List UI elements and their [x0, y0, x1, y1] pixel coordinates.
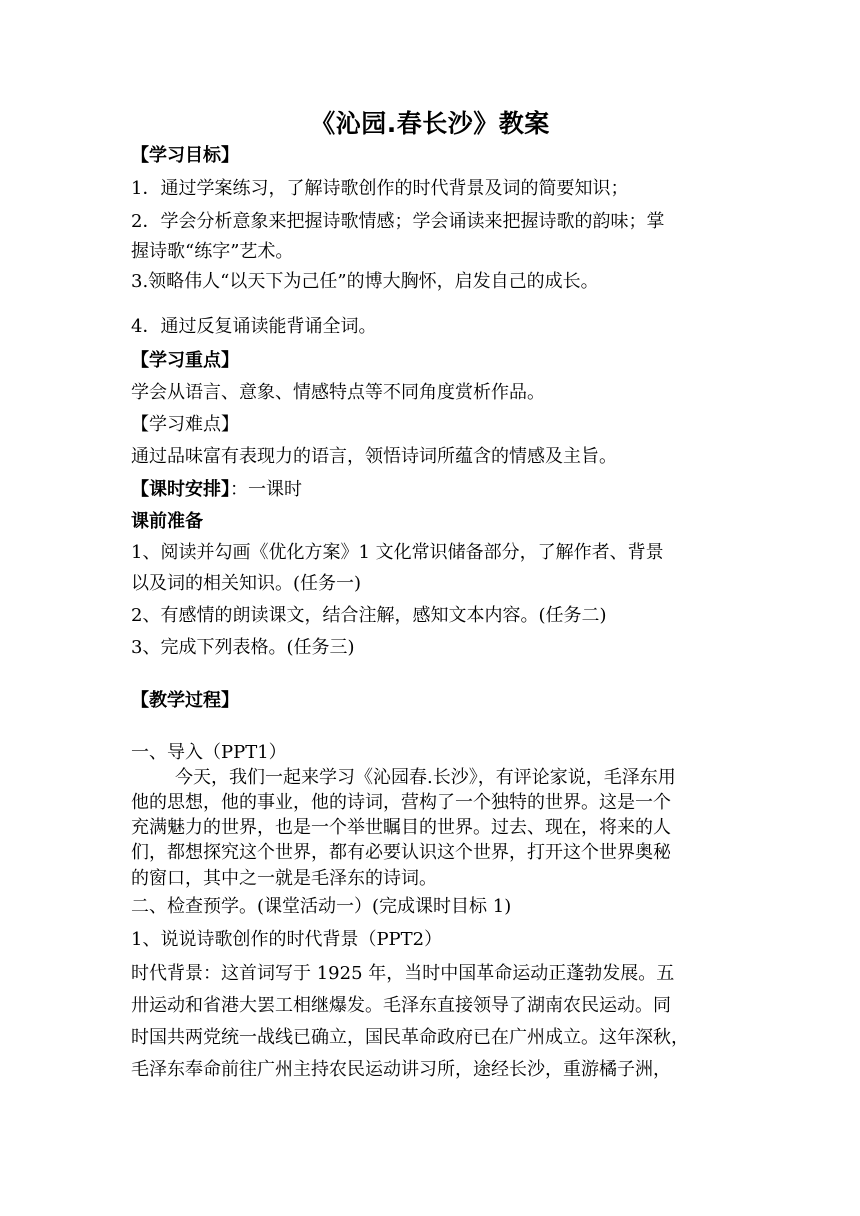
preparation-heading: 课前准备 [131, 511, 203, 532]
intro-paragraph-line: 他的思想，他的事业，他的诗词，营构了一个独特的世界。这是一个 [131, 792, 671, 813]
intro-paragraph-line: 充满魅力的世界，也是一个举世瞩目的世界。过去、现在，将来的人 [131, 817, 671, 838]
preparation-item: 1、阅读并勾画《优化方案》1 文化常识储备部分，了解作者、背景 [131, 542, 664, 563]
document-title: 《沁园.春长沙》教案 [310, 109, 550, 138]
objectives-heading: 【学习目标】 [131, 145, 239, 166]
key-points-heading: 【学习重点】 [131, 350, 239, 371]
schedule-value: ：一课时 [230, 479, 302, 500]
background-line: 时代背景：这首词写于 1925 年，当时中国革命运动正蓬勃发展。五 [131, 963, 675, 984]
process-heading: 【教学过程】 [131, 690, 239, 711]
schedule-heading: 【课时安排】 [131, 479, 230, 500]
background-line: 毛泽东奉命前往广州主持农民运动讲习所，途经长沙，重游橘子洲， [131, 1059, 671, 1080]
background-line: 时国共两党统一战线已确立，国民革命政府已在广州成立。这年深秋， [131, 1027, 689, 1048]
background-line: 卅运动和省港大罢工相继爆发。毛泽东直接领导了湖南农民运动。同 [131, 995, 671, 1016]
check-heading: 二、检查预学。(课堂活动一）(完成课时目标 1) [131, 896, 512, 917]
objective-item: 1．通过学案练习，了解诗歌创作的时代背景及词的简要知识； [131, 178, 629, 199]
schedule-line [131, 479, 302, 501]
intro-paragraph-line: 们，都想探究这个世界，都有必要认识这个世界，打开这个世界奥秘 [131, 842, 671, 863]
intro-paragraph-line: 的窗口，其中之一就是毛泽东的诗词。 [131, 868, 437, 889]
objective-item: 握诗歌“练字”艺术。 [131, 241, 294, 262]
objective-item: 3.领略伟人“以天下为己任”的博大胸怀，启发自己的成长。 [131, 271, 599, 292]
difficulties-text: 通过品味富有表现力的语言，领悟诗词所蕴含的情感及主旨。 [131, 446, 617, 467]
background-heading: 1、说说诗歌创作的时代背景（PPT2） [131, 929, 443, 950]
key-points-text: 学会从语言、意象、情感特点等不同角度赏析作品。 [131, 382, 545, 403]
objective-item: 4．通过反复诵读能背诵全词。 [131, 316, 377, 337]
preparation-item: 3、完成下列表格。(任务三) [131, 637, 355, 658]
intro-paragraph-line: 今天，我们一起来学习《沁园春.长沙》，有评论家说，毛泽东用 [175, 767, 676, 788]
objective-item: 2．学会分析意象来把握诗歌情感；学会诵读来把握诗歌的韵味；掌 [131, 211, 665, 232]
intro-heading: 一、导入（PPT1） [131, 742, 287, 763]
preparation-item: 以及词的相关知识。(任务一) [131, 573, 362, 594]
preparation-item: 2、有感情的朗读课文，结合注解，感知文本内容。(任务二) [131, 605, 607, 626]
difficulties-heading: 【学习难点】 [131, 414, 239, 435]
